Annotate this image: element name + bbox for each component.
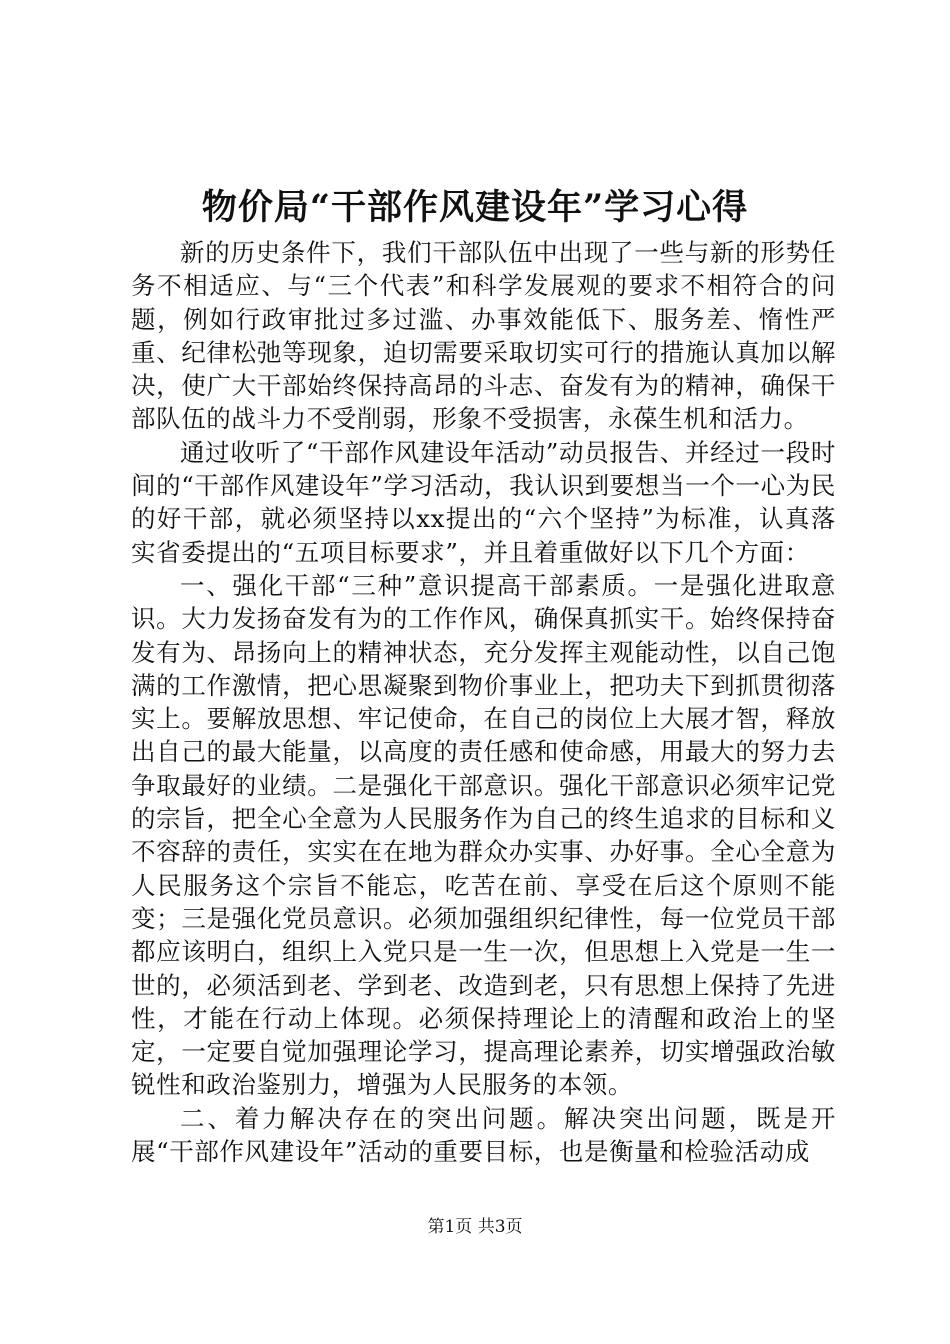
paragraph-3: 一、强化干部“三种”意识提高干部素质。一是强化进取意识。大力发扬奋发有为的工作作风，确保真抓实干。始终保持奋发有为、昂扬向上的精神状态，充分发挥主观能动性，以自己饱满的工作激情，把心思凝聚到物价事业上，把功夫下到抓贯彻落实上。要解放思想、牢记使命，在自己的岗位上大展才智，释放出自己的最大能量，以高度的责任感和使命感，用最大的努力去争取最好的业绩。二是强化干部意识。强化干部意识必须牢记党的宗旨，把全心全意为人民服务作为自己的终生追求的目标和义不容辞的责任，实实在在地为群众办实事、办好事。全心全意为人民服务这个宗旨不能忘，吃苦在前、享受在后这个原则不能变；三是强化党员意识。必须加强组织纪律性，每一位党员干部都应该明白，组织上入党只是一生一次，但思想上入党是一生一世的，必须活到老、学到老、改造到老，只有思想上保持了先进性，才能在行动上体现。必须保持理论上的清醒和政治上的坚定，一定要自觉加强理论学习，提高理论素养，切实增强政治敏锐性和政治鉴别力，增强为人民服务的本领。	[131, 570, 836, 1100]
paragraph-2: 通过收听了“干部作风建设年活动”动员报告、并经过一段时间的“干部作风建设年”学习活动，我认识到要想当一个一心为民的好干部，就必须坚持以xx提出的“六个坚持”为标准，认真落实省委提出的“五项目标要求”，并且着重做好以下几个方面：	[131, 437, 836, 567]
document-title: 物价局“干部作风建设年”学习心得	[201, 187, 749, 228]
document-body	[131, 236, 836, 1168]
page-number-footer: 第1页 共3页	[427, 1217, 523, 1237]
paragraph-4: 二、着力解决存在的突出问题。解决突出问题，既是开展“干部作风建设年”活动的重要目标，也是衡量和检验活动成	[131, 1103, 836, 1167]
paragraph-1: 新的历史条件下，我们干部队伍中出现了一些与新的形势任务不相适应、与“三个代表”和科学发展观的要求不相符合的问题，例如行政审批过多过滥、办事效能低下、服务差、惰性严重、纪律松弛等现象，迫切需要采取切实可行的措施认真加以解决，使广大干部始终保持高昂的斗志、奋发有为的精神，确保干部队伍的战斗力不受削弱，形象不受损害，永葆生机和活力。	[131, 238, 836, 434]
